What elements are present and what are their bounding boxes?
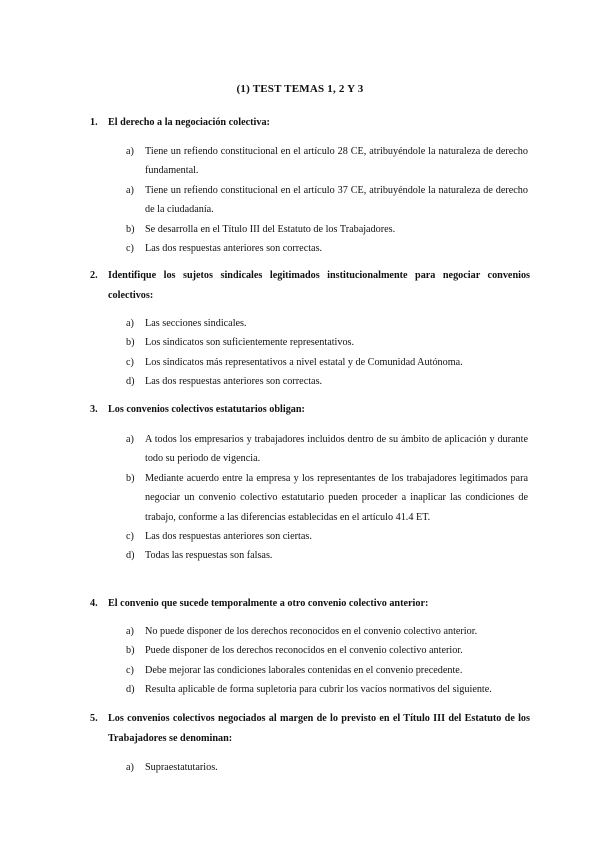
option-letter: c) — [126, 664, 134, 676]
option — [126, 527, 528, 546]
option — [126, 239, 528, 258]
question-number: 5. — [90, 713, 98, 724]
question-text: Los convenios colectivos estatutarios obligan: — [108, 404, 305, 415]
question-number: 4. — [90, 598, 98, 609]
option-text: Debe mejorar las condiciones laborales contenidas en el convenio precedente. — [145, 664, 463, 676]
document-title: (1) TEST TEMAS 1, 2 Y 3 — [236, 83, 364, 95]
question-number: 3. — [90, 404, 98, 415]
option-text: Los sindicatos son suficientemente representativos. — [145, 337, 355, 349]
option-text: Las dos respuestas anteriores son correctas. — [145, 243, 323, 255]
option — [126, 181, 528, 220]
option-text: Las dos respuestas anteriores son ciertas. — [145, 531, 312, 543]
question-3-options — [126, 430, 528, 566]
option — [126, 314, 528, 333]
option-letter: a) — [126, 762, 134, 773]
question-4-options — [126, 622, 528, 700]
option-letter: c) — [126, 356, 134, 368]
option-text: Mediante acuerdo entre la empresa y los representantes de los trabajadores legitimados para negociar un convenio colectivo estatutario pueden proceder a inaplicar las condiciones de trabajo, conforme a las diferencias establecidas en el artículo 41.4 ET. — [145, 472, 528, 523]
option-letter: b) — [126, 472, 135, 484]
option — [126, 622, 528, 641]
question-number: 2. — [90, 270, 98, 281]
option — [126, 758, 528, 777]
option — [126, 546, 528, 565]
option — [126, 372, 528, 391]
option-text: Las secciones sindicales. — [145, 318, 247, 329]
option-text: Tiene un refiendo constitucional en el artículo 37 CE, atribuyéndole la naturaleza de derecho de la ciudadanía. — [145, 184, 528, 216]
option-letter: a) — [126, 626, 134, 637]
option — [126, 353, 528, 372]
question-2 — [90, 266, 530, 306]
option — [126, 641, 528, 660]
option-letter: b) — [126, 337, 135, 349]
option-letter: a) — [126, 146, 134, 157]
option-letter: c) — [126, 531, 134, 543]
option — [126, 661, 528, 680]
question-3 — [90, 400, 530, 420]
option-text: Puede disponer de los derechos reconocidos en el convenio colectivo anterior. — [145, 645, 463, 657]
option-text: A todos los empresarios y trabajadores incluidos dentro de su ámbito de aplicación y durante todo su periodo de vigencia. — [145, 434, 528, 465]
option-text: Tiene un refiendo constitucional en el artículo 28 CE, atribuyéndole la naturaleza de derecho fundamental. — [145, 146, 528, 177]
question-1 — [90, 113, 530, 133]
option-text: Resulta aplicable de forma supletoria para cubrir los vacíos normativos del siguiente. — [145, 684, 492, 696]
question-text: El convenio que sucede temporalmente a otro convenio colectivo anterior: — [108, 598, 429, 609]
option — [126, 333, 528, 352]
option-text: No puede disponer de los derechos reconocidos en el convenio colectivo anterior. — [145, 626, 478, 637]
question-5 — [90, 709, 530, 749]
question-2-options — [126, 314, 528, 392]
option-letter: b) — [126, 645, 135, 657]
option — [126, 142, 528, 181]
option-text: Las dos respuestas anteriores son correctas. — [145, 376, 323, 388]
option-letter: a) — [126, 318, 134, 329]
question-text: Identifique los sujetos sindicales legitimados institucionalmente para negociar convenios colectivos: — [108, 270, 530, 301]
option-text: Todas las respuestas son falsas. — [145, 550, 273, 562]
question-number: 1. — [90, 117, 98, 128]
option — [126, 220, 528, 239]
option-letter: a) — [126, 184, 134, 196]
option-letter: d) — [126, 376, 135, 388]
option-letter: d) — [126, 684, 135, 696]
option-letter: d) — [126, 550, 135, 562]
option-letter: b) — [126, 223, 135, 235]
option-letter: a) — [126, 434, 134, 445]
question-4 — [90, 594, 530, 614]
option — [126, 469, 528, 527]
option-text: Se desarrolla en el Título III del Estatuto de los Trabajadores. — [145, 223, 396, 235]
option — [126, 680, 528, 699]
option-letter: c) — [126, 243, 134, 255]
option-text: Los sindicatos más representativos a nivel estatal y de Comunidad Autónoma. — [145, 356, 463, 368]
option-text: Supraestatutarios. — [145, 762, 218, 773]
question-1-options — [126, 142, 528, 258]
question-text: El derecho a la negociación colectiva: — [108, 117, 270, 128]
option — [126, 430, 528, 469]
question-5-options — [126, 758, 528, 777]
question-text: Los convenios colectivos negociados al margen de lo previsto en el Título III del Estatuto de los Trabajadores se denominan: — [108, 713, 530, 744]
